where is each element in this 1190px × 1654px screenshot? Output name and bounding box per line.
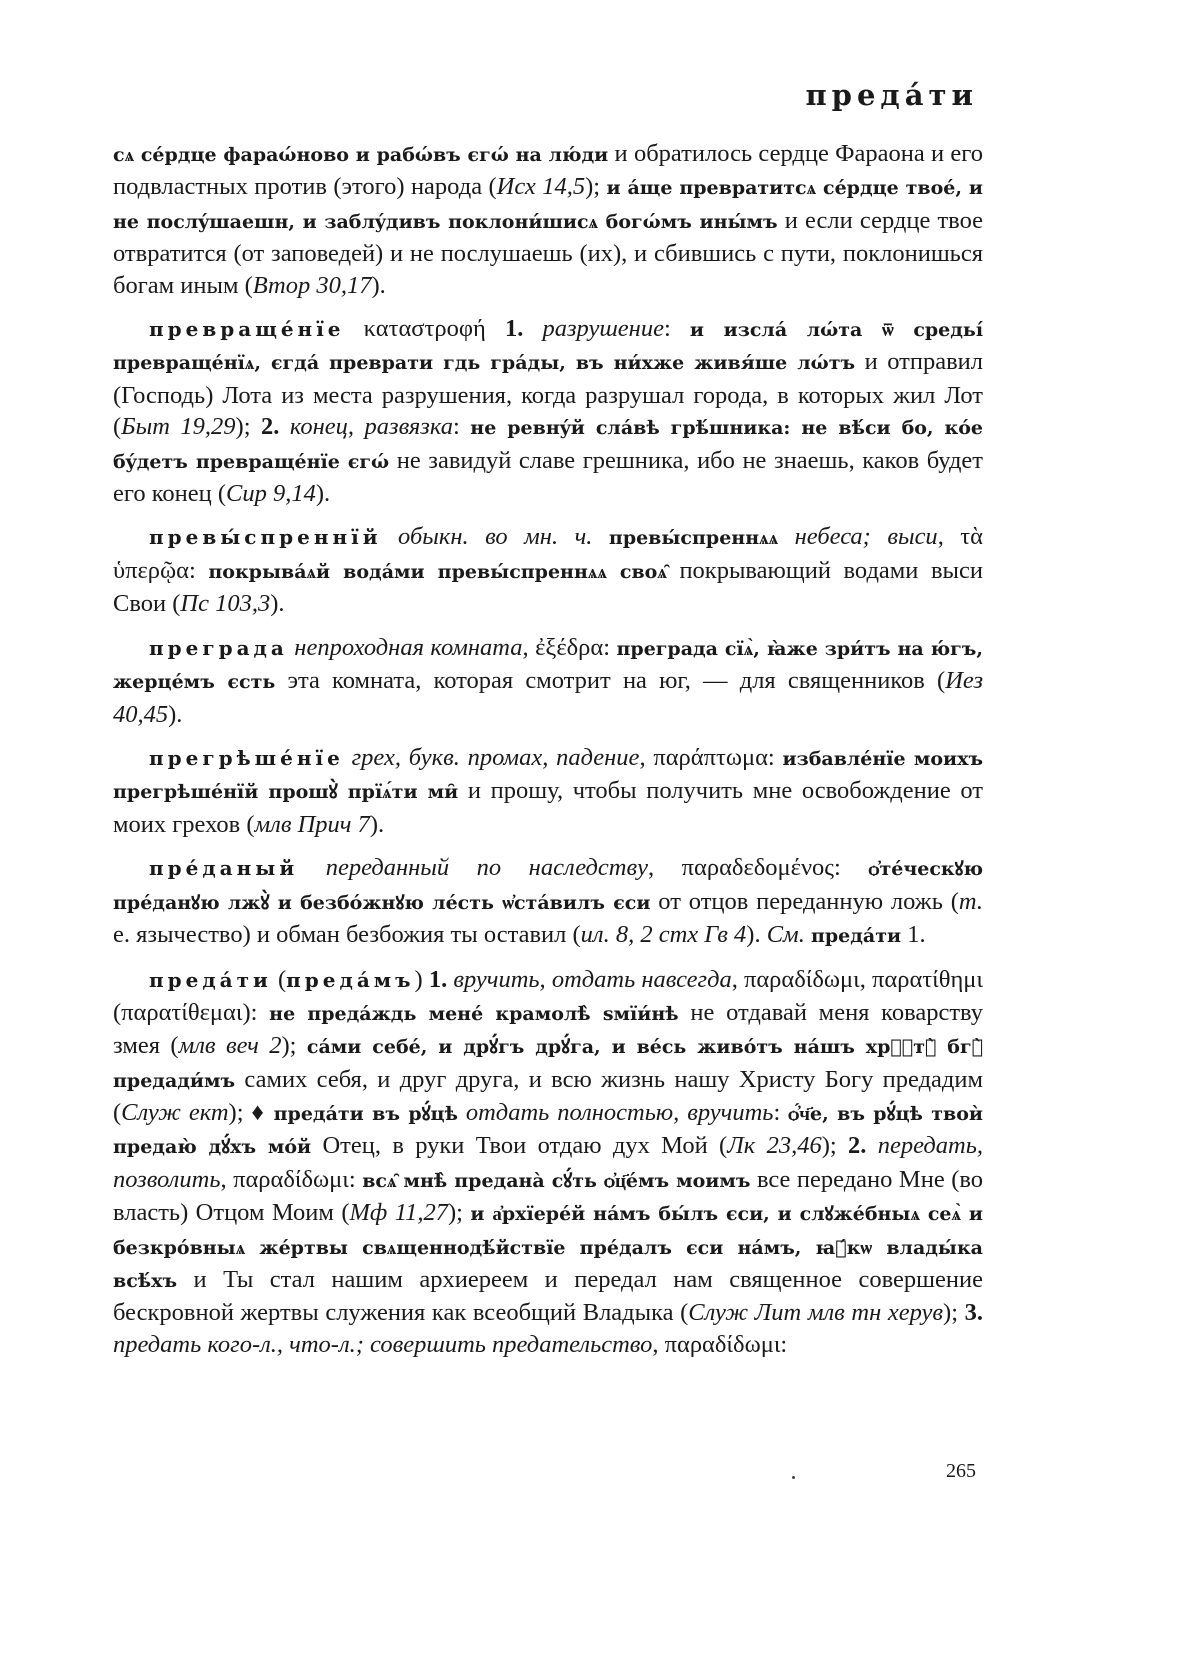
segment-cs: и а҆рхїерéй нáмъ бы́лъ єси, и слꙋжéбныѧ сеѧ̀ и безкрóвныѧ жéртвы свѧщеннодѣ́йствїе прéдалъ єси нáмъ, ꙗ҆́кѡ влады́ка всѣ́хъ — [113, 1203, 983, 1292]
segment-plain — [279, 413, 290, 440]
segment-it: Сир 9,14 — [225, 480, 316, 508]
segment-it: Мф 11,27 — [349, 1199, 449, 1227]
segment-plain: ); — [943, 1299, 965, 1327]
segment-hw: предáмъ — [286, 968, 415, 993]
segment-bold: 2. — [848, 1132, 867, 1160]
segment-it: вручить, отдать навсегда — [453, 966, 732, 994]
segment-it: обыкн. во мн. ч. — [398, 523, 593, 551]
entry-predanyy — [113, 852, 983, 952]
segment-plain: самих себя, и друг друга, и всю жизнь нашу Христу Богу предадим ( — [113, 1065, 983, 1126]
entry-prevysprenniy — [113, 521, 983, 619]
segment-plain: , παραδίδωμι: — [220, 1165, 363, 1193]
running-head: предáти — [805, 78, 978, 112]
segment-plain — [866, 1132, 877, 1159]
segment-it: ил. 8, 2 стх Гв 4 — [580, 920, 747, 948]
segment-hw: превращéнїе — [149, 317, 345, 342]
segment-bold: 1. — [428, 966, 448, 994]
segment-plain — [345, 315, 364, 342]
segment-cs: всѧ̑ мнѣ̀ преданà сꙋ́ть ѻ҆ц҃éмъ моимъ — [362, 1169, 751, 1192]
entry-predati — [113, 964, 983, 1360]
segment-cs: ѻ҆тéческꙋю прéданꙋю лжꙋ̀ и безбóжнꙋю лéсть ѡ҆стáвилъ єси — [113, 858, 984, 914]
segment-plain: , παραδίδωμι, παρατίθημι (παρατίθεμαι): — [113, 966, 984, 1026]
segment-it: непроходная комната — [294, 633, 523, 661]
segment-bold: 3. — [964, 1299, 984, 1327]
segment-cs: предáти — [810, 924, 902, 947]
segment-it: млв Прич 7 — [254, 810, 370, 838]
segment-cs: превы́спреннѧѧ — [608, 527, 779, 550]
segment-cs: избавлéнїе моихъ прегрѣшéнїй прошꙋ̀ прїѧ́ти ми̑ — [113, 747, 984, 804]
print-speck — [792, 1476, 795, 1479]
segment-cs: покрывáѧй водáми превы́спреннѧѧ своѧ̑ — [208, 560, 667, 583]
segment-it: конец, развязка — [289, 413, 453, 441]
entry-continuation — [113, 138, 983, 301]
segment-plain: , παραδίδωμι: — [652, 1330, 788, 1358]
segment-plain: е. язычество) и обман безбожия ты оставил ( — [113, 920, 581, 948]
entry-pregrada — [113, 632, 983, 730]
segment-it: Втор 30,17 — [252, 271, 372, 299]
segment-plain: , παραδεδομένος: — [648, 854, 869, 882]
entry-pregreshenie — [113, 742, 983, 840]
segment-hw: преграда — [149, 635, 288, 660]
segment-plain — [382, 523, 399, 550]
segment-plain: ). — [371, 271, 386, 299]
segment-plain: , παράπτωμα: — [639, 743, 783, 771]
segment-it: Служ Лит млв тн херув — [688, 1299, 944, 1327]
segment-cs: и изслá лώта ѿ средьі́ превращéнїѧ, єгдá преврати гдь грáды, въ ни́хже живя́ше лώтъ — [113, 319, 984, 375]
segment-it: переданный по наследству — [325, 854, 648, 882]
segment-plain: ); — [448, 1199, 471, 1227]
segment-plain: и прошу, чтобы получить мне освобождение от моих грехов ( — [113, 777, 983, 838]
segment-gr: καταστροφή — [363, 315, 486, 343]
segment-plain — [486, 315, 505, 342]
segment-plain: 1. — [901, 920, 926, 948]
segment-it: Лк 23,46 — [727, 1132, 822, 1160]
segment-hw: прéданый — [149, 856, 299, 881]
segment-plain: ( — [271, 966, 287, 994]
segment-it: Иез 40,45 — [113, 667, 984, 728]
segment-plain: покрывающий водами выси Свои ( — [113, 556, 983, 618]
segment-it: отдать полностью, вручить — [465, 1098, 774, 1126]
segment-it: т. — [958, 887, 983, 915]
segment-plain: и если сердце твое отвратится (от заповедей) и не послушаешь (их), и сбившись с пути, поклонишься богам иным ( — [113, 206, 984, 299]
segment-hw: прегрѣшéнїе — [149, 745, 344, 770]
segment-cs: преграда сїѧ̀, ꙗ̀же зри́тъ на ю́гъ, жерцéмъ єсть — [113, 637, 983, 694]
segment-it: грех, букв. промах, падение — [351, 743, 640, 771]
segment-cs: не ревнýй слáвѣ грѣ́шника: не вѣ́си бо, кóе бýдетъ превращéнїе єгώ — [113, 417, 984, 473]
segment-it: Быт 19,29 — [121, 413, 236, 441]
segment-plain: ). — [270, 590, 285, 618]
segment-plain — [523, 315, 542, 342]
segment-plain: ). — [315, 480, 331, 508]
segment-plain: ); — [821, 1132, 849, 1160]
segment-it: Исх 14,5 — [496, 173, 586, 201]
segment-plain: от отцов переданную ложь ( — [650, 887, 959, 915]
segment-plain: не отдавай меня коварству змея ( — [113, 998, 984, 1060]
segment-plain: : — [773, 1098, 789, 1126]
segment-plain: ). — [746, 920, 767, 948]
segment-plain: и отправил (Господь) Лота из места разрушения, когда разрушал города, в которых жил Лот ( — [113, 348, 983, 441]
segment-plain: : — [452, 413, 471, 441]
segment-plain: ). — [168, 700, 183, 728]
segment-plain: ); — [281, 1032, 307, 1060]
segment-plain: эта комната, которая смотрит на юг, — для священников ( — [275, 667, 946, 695]
segment-plain: и Ты стал нашим архиереем и передал нам священное совершение бескровной жертвы служения как всеобщий Владыка ( — [113, 1266, 983, 1327]
segment-plain: ). — [369, 810, 385, 838]
segment-plain: : — [663, 315, 690, 343]
segment-plain: ); — [235, 413, 261, 441]
segment-plain: и обратилось сердце Фараона и его подвластных против (этого) народа ( — [113, 140, 983, 201]
segment-plain — [298, 854, 326, 881]
segment-plain: ); ♦ — [228, 1098, 274, 1126]
segment-cs: сáми себé, и дрꙋ́гъ дрꙋ́га, и вéсь живóтъ нáшъ хрⷭ҇тꙋ̀ бгꙋ̀ предади́мъ — [113, 1036, 984, 1092]
segment-plain: все передано Мне (во власть) Отцом Моим ( — [113, 1165, 984, 1227]
segment-cs: не предáждь менé крамолѣ̀ ѕмїи́нѣ — [269, 1002, 679, 1025]
segment-it: небеса; выси — [794, 523, 938, 551]
entry-prevrashchenie — [113, 313, 983, 509]
segment-plain — [458, 1099, 466, 1126]
segment-plain: ); — [585, 173, 607, 201]
segment-plain — [344, 744, 352, 771]
segment-plain — [778, 523, 795, 550]
segment-it: См. — [766, 920, 805, 948]
segment-plain — [592, 523, 609, 550]
segment-bold: 1. — [504, 315, 524, 343]
segment-plain: ) — [414, 966, 429, 994]
segment-bold: 2. — [261, 413, 280, 441]
segment-it: передать, позволить — [113, 1132, 984, 1193]
segment-it: Служ ект — [121, 1098, 229, 1126]
segment-plain: не завидуй славе грешника, ибо не знаешь, каков будет его конец ( — [113, 446, 983, 508]
segment-it: предать кого-л., что-л.; совершить предательство — [113, 1330, 653, 1358]
segment-it: разрушение — [542, 315, 664, 343]
dictionary-text — [113, 138, 983, 1372]
segment-cs: и а́ще превратитсѧ сéрдце твоé, и не послýшаешн, и заблýдивъ поклони́шисѧ богώмъ ины́мъ — [113, 177, 984, 233]
segment-cs: сѧ сéрдце фараώново и рабώвъ єгώ на лю́ди — [113, 144, 609, 166]
segment-hw: превы́спреннїй — [149, 525, 382, 550]
segment-hw: предáти — [149, 968, 272, 993]
segment-it: млв веч 2 — [178, 1032, 282, 1060]
segment-it: Пс 103,3 — [180, 590, 271, 618]
page-number: 265 — [946, 1460, 976, 1482]
segment-plain: , τὰ ὑπερῷα: — [113, 523, 983, 584]
segment-cs: ѻ҆́ч҃е, въ рꙋ́цѣ твоѝ предаю̀ дꙋ́хъ мóй — [113, 1102, 984, 1159]
segment-plain: Отец, в руки Твои отдаю дух Мой ( — [311, 1132, 728, 1160]
segment-plain: , ἐξέδρα: — [522, 633, 617, 661]
segment-cs: предáти въ рꙋ́цѣ — [273, 1102, 458, 1125]
